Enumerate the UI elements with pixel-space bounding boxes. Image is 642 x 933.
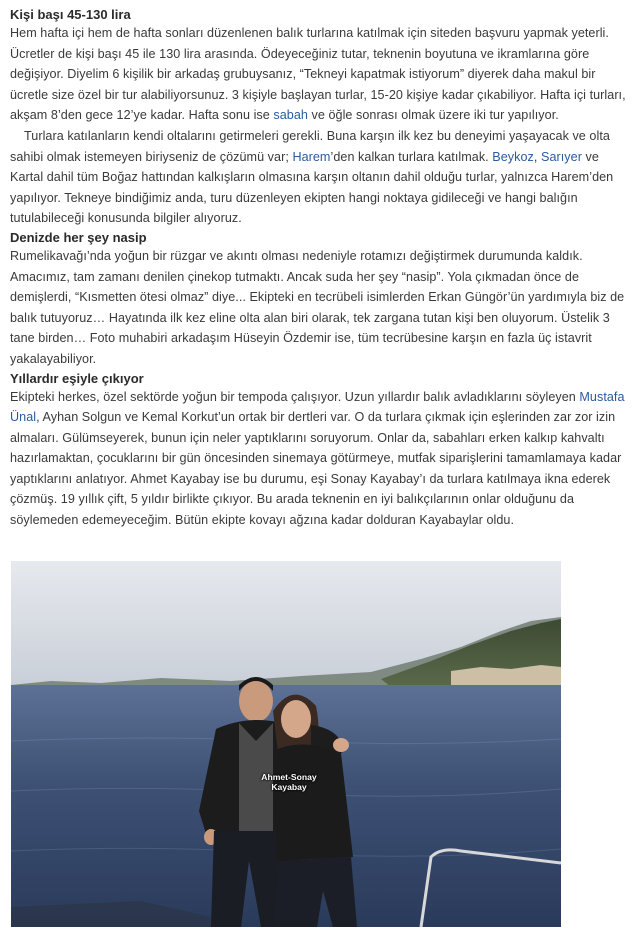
photo-illustration bbox=[11, 561, 561, 927]
article bbox=[10, 6, 634, 531]
link-sabah[interactable]: sabah bbox=[273, 108, 308, 123]
paragraph-equipment bbox=[10, 126, 634, 229]
photo-caption bbox=[244, 772, 334, 792]
paragraph-fishing: Rumelikavağı’nda yoğun bir rüzgar ve akıntı olması nedeniyle rotamızı değiştirmek durumunda kaldık. Amacımız, tam zamanı denilen çinekop tutmaktı. Ancak suda her şey “nasip”. Yola çıkmadan önce de demişlerdi, “Kısmetten ötesi olmaz” diye... Ekipteki en tecrübeli isimlerden Erkan Güngör’ün yardımıyla biz de balık tutuyoruz… Hayatında ilk kez eline olta alan biri olarak, tek zargana tutan kişi ben oluyorum. Üstelik 3 tane birden… Foto muhabiri arkadaşım Hüseyin Özdemir ise, tüm tecrübesine karşın en fazla üç istavrit yakalayabiliyor. bbox=[10, 248, 625, 366]
heading-years: Yıllardır eşiyle çıkıyor bbox=[10, 370, 144, 386]
text-span: ve Kartal dahil tüm Boğaz hattından kalkışların olmasına karşın oltanın dahil olduğu turlar, yalnızca Harem’den yapılıyor. Tekneye bindiğimiz anda, turu düzenleyen ekipten hangi noktaya gidileceği ve hangi balığın tutulabileceği konusunda bilgiler alıyoruz. bbox=[10, 149, 614, 226]
text-span: ve öğle sonrası olmak üzere iki tur yapılıyor. bbox=[307, 108, 559, 123]
heading-price: Kişi başı 45-130 lira bbox=[10, 7, 131, 22]
heading-luck: Denizde her şey nasip bbox=[10, 229, 147, 245]
text-span: ’den kalkan turlara katılmak. bbox=[330, 149, 493, 164]
paragraph-team bbox=[10, 387, 634, 531]
caption-line-1: Ahmet-Sonay bbox=[261, 772, 317, 782]
text-span: , Ayhan Solgun ve Kemal Korkut’un ortak bir dertleri var. O da turlara çıkmak için eşlerinden zar zor izin almaları. Gülümseyerek, bunun için neler yaptıklarını soruyorum. Onlar da, sabahları erken kalkıp kahvaltı hazırlamaktan, çocuklarını bir gün öncesinden sinemaya götürmeye, mutfak siparişlerini tamamlamaya kadar yaptıklarını anlatıyor. Ahmet Kayabay ise bu durumu, eşi Sonay Kayabay’ı da turlara katılmaya ikna ederek çözmüş. 19 yıllık çift, 5 yıldır birlikte çıkıyor. Bu arada teknenin en iyi balıkçılarının onlar olduğunu da söylemeden edemeyeceğim. Bütün ekipte kovayı ağzına kadar dolduran Kayabaylar oldu. bbox=[10, 410, 622, 528]
text-span: Ekipteki herkes, özel sektörde yoğun bir tempoda çalışıyor. Uzun yıllardır balık avladıklarını söyleyen bbox=[10, 389, 580, 404]
text-span: Turlara katılanların kendi oltalarını getirmeleri gerekli. Buna karşın ilk kez bu deneyimi yaşayacak ve olta sahibi olmak istemeyen biriyseniz de çözümü var; bbox=[10, 128, 610, 164]
link-harem[interactable]: Harem bbox=[292, 149, 331, 164]
paragraph-registration bbox=[10, 23, 634, 126]
link-sariyer[interactable]: Sarıyer bbox=[541, 149, 582, 164]
text-span: Hem hafta içi hem de hafta sonları düzenlenen balık turlarına katılmak için siteden başvuru yapmak yeterli. Ücretler de kişi başı 45 ile 130 lira arasında. Ödeyeceğiniz tutar, teknenin boyutuna ve ikramlarına göre değişiyor. Diyelim 6 kişilik bir arkadaş grubuysanız, “Tekneyi kapatmak istiyorum” diyerek daha makul bir ücretle size özel bir tur alabiliyorsunuz. 3 kişiyle başlayan turlar, 15-20 kişiye kadar çıkabiliyor. Hafta içi turları, akşam 8’den gece 12’ye kadar. Hafta sonu ise bbox=[10, 26, 626, 123]
link-beykoz[interactable]: Beykoz bbox=[492, 149, 534, 164]
caption-line-2: Kayabay bbox=[271, 782, 307, 792]
couple-photo bbox=[11, 561, 561, 927]
text-span: , bbox=[533, 149, 541, 164]
link-mustafa-unal[interactable]: Mustafa Ünal bbox=[10, 389, 625, 425]
